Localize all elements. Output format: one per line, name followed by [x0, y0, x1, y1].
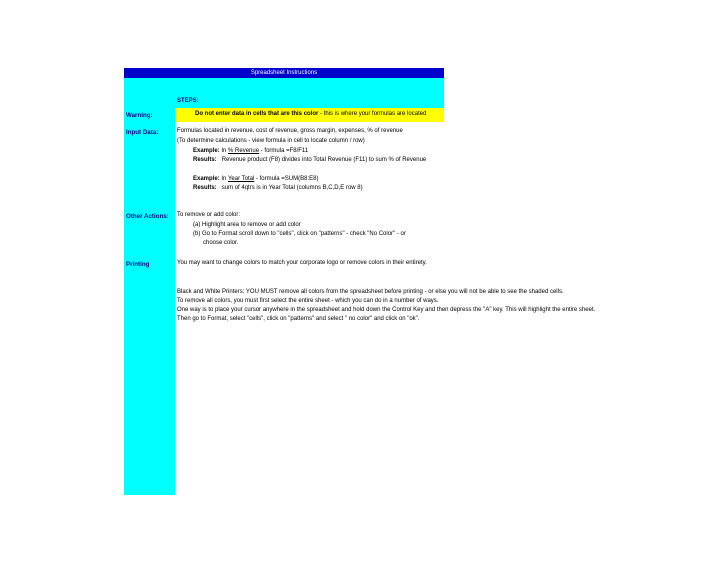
printing-para-3: One way is to place your cursor anywhere in the spreadsheet and hold down the Control Key and then depress the "A" key. This will highlight the entire sheet.	[177, 307, 596, 313]
label-column	[124, 78, 175, 495]
printing-label: Printing	[126, 261, 150, 268]
other-line-1: To remove or add color:	[177, 212, 241, 218]
other-step-b-cont: choose color.	[203, 240, 239, 246]
results-1: Results: Revenue product (F8) divides into Total Revenue (F11) to sum % of Revenue	[193, 157, 427, 163]
example-2: Example: In Year Total - formula =SUM(B8:E8)	[193, 176, 319, 182]
other-actions-label: Other Actions:	[126, 213, 169, 220]
input-line-1: Formulas located in revenue, cost of revenue, gross margin, expenses, % of revenue	[177, 128, 403, 134]
input-data-label: Input Data:	[126, 129, 159, 136]
warning-text: Do not enter data in cells that are this color - this is where your formulas are located	[195, 111, 427, 117]
input-line-2: (To determine calculations - view formula in cell to locate column / row)	[177, 138, 365, 144]
printing-para-4: Then go to Format, select "cells", click on "patterns" and select " no color" and click on "ok".	[177, 316, 420, 322]
warning-label: Warning:	[126, 112, 153, 119]
printing-line-1: You may want to change colors to match your corporate logo or remove colors in their entirety.	[177, 260, 427, 266]
sheet-title: Spreadsheet Instructions	[250, 70, 318, 76]
sheet-title-bar	[124, 68, 444, 78]
other-step-a: (a) Highlight area to remove or add color	[193, 222, 301, 228]
other-step-b: (b) Go to Format scroll down to "cells", click on "patterns" - check "No Color" - or	[193, 231, 406, 237]
steps-heading: STEPS:	[177, 98, 199, 104]
printing-para-2: To remove all colors, you must first select the entire sheet - which you can do in a number of ways.	[177, 298, 439, 304]
results-2: Results: sum of 4qtrs is in Year Total (columns B,C,D,E row 8)	[193, 185, 363, 191]
header-band	[175, 78, 444, 108]
example-1: Example: In % Revenue - formula =F8/F11	[193, 148, 309, 154]
printing-para-1: Black and White Printers: YOU MUST remove all colors from the spreadsheet before printing - or else you will not be able to see the shaded cells.	[177, 289, 564, 295]
